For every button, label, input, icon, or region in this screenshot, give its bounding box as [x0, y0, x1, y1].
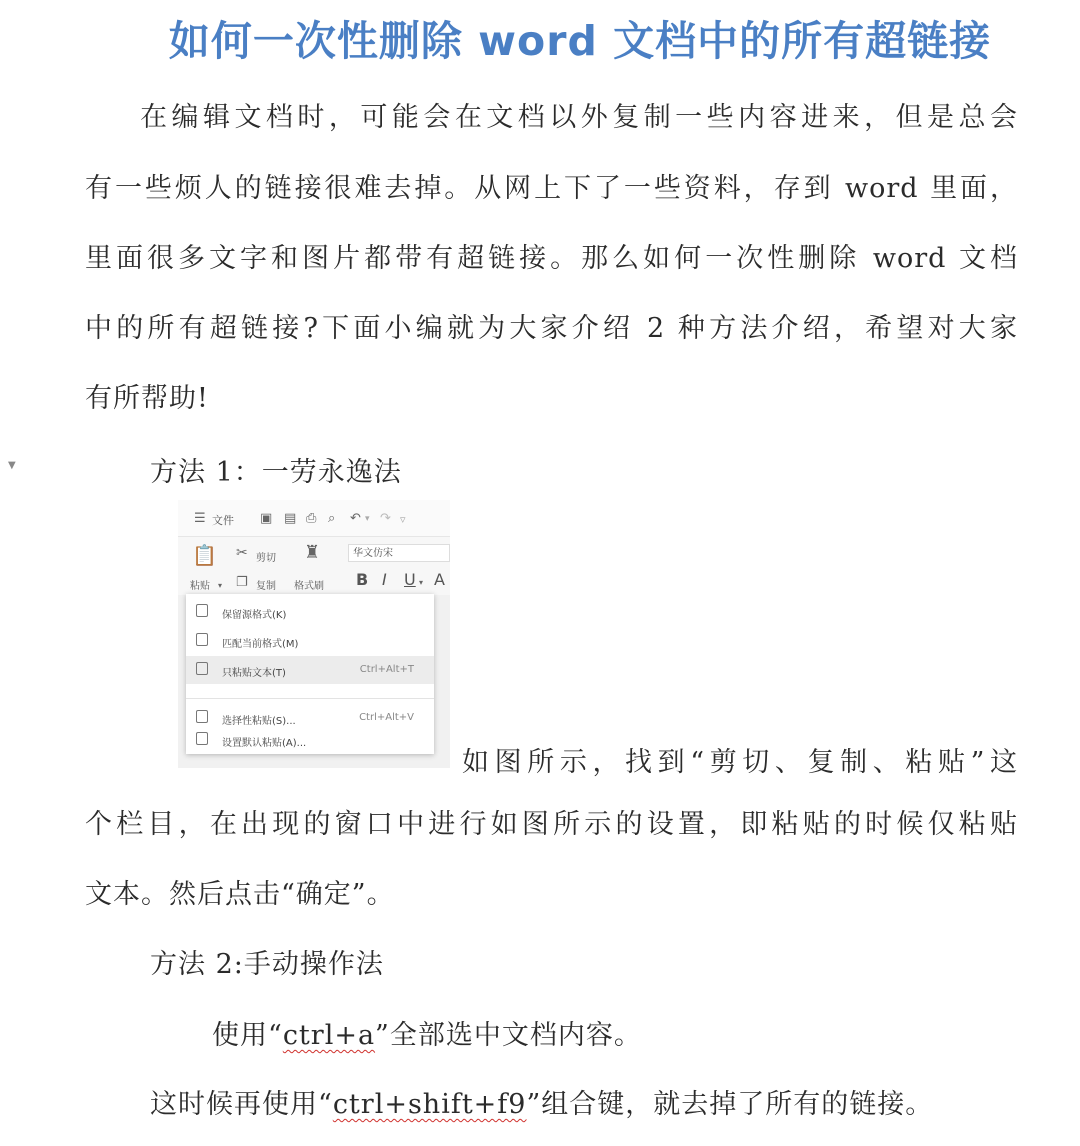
shortcut-ctrl-shift-f9: ctrl+shift+f9: [332, 1089, 527, 1120]
collapse-arrow-icon[interactable]: ▼: [8, 460, 16, 471]
paste-menu-screenshot: [178, 500, 450, 768]
intro-line-4: 中的所有超链接?下面小编就为大家介绍 2 种方法介绍，希望对大家: [85, 313, 1018, 344]
underline-button[interactable]: U: [404, 570, 416, 589]
print-preview-icon[interactable]: ⌕: [328, 511, 336, 526]
cut-icon[interactable]: ✂: [236, 545, 248, 561]
intro-line-3: 里面很多文字和图片都带有超链接。那么如何一次性删除 word 文档: [85, 243, 1018, 274]
intro-line-5: 有所帮助!: [85, 383, 209, 414]
hamburger-menu-icon[interactable]: ☰: [194, 511, 206, 526]
menu-item-match-current-format[interactable]: 匹配当前格式(M): [186, 627, 434, 655]
undo-icon[interactable]: ↶: [350, 511, 361, 526]
font-color-button[interactable]: A: [434, 570, 445, 589]
cut-button[interactable]: 剪切: [256, 553, 276, 564]
paste-special-icon: [196, 710, 208, 723]
quick-access-toolbar: [178, 500, 450, 536]
document-title: 如何一次性删除 word 文档中的所有超链接: [168, 17, 992, 65]
copy-button[interactable]: 复制: [256, 581, 276, 592]
text-only-icon: [196, 662, 208, 675]
menu-item-paste-text-only[interactable]: 只粘贴文本(T) Ctrl+Alt+T: [186, 656, 434, 684]
shortcut-ctrl-a: ctrl+a: [282, 1020, 376, 1051]
method1-line-1: 个栏目，在出现的窗口中进行如图所示的设置，即粘贴的时候仅粘贴: [85, 809, 1018, 840]
undo-dropdown-icon[interactable]: ▾: [365, 514, 370, 524]
bold-button[interactable]: B: [356, 570, 369, 589]
match-format-icon: [196, 633, 208, 646]
method1-after-image: 如图所示，找到“剪切、复制、粘贴”这: [462, 747, 1018, 778]
format-painter-button[interactable]: 格式刷: [294, 581, 324, 592]
paste-dropdown-icon[interactable]: ▾: [218, 581, 223, 590]
copy-icon[interactable]: ❐: [236, 575, 248, 590]
method2-heading: 方法 2:手动操作法: [150, 949, 384, 980]
font-name-select[interactable]: 华文仿宋: [348, 544, 450, 562]
print-icon[interactable]: ⎙: [306, 511, 317, 526]
menu-item-paste-special[interactable]: 选择性粘贴(S)... Ctrl+Alt+V: [186, 704, 434, 732]
paste-icon[interactable]: 📋: [192, 543, 217, 567]
default-paste-icon: [196, 732, 208, 745]
underline-dropdown-icon[interactable]: ▾: [419, 578, 424, 587]
method2-step1: 使用“ctrl+a”全部选中文档内容。: [212, 1020, 642, 1051]
method1-line-2: 文本。然后点击“确定”。: [85, 879, 395, 910]
format-painter-icon[interactable]: ♜: [304, 542, 321, 563]
method1-heading: 方法 1：一劳永逸法: [150, 457, 402, 488]
export-pdf-icon[interactable]: ▤: [284, 511, 297, 526]
paste-options-menu: [186, 594, 434, 754]
save-icon[interactable]: ▣: [260, 511, 273, 526]
file-menu[interactable]: 文件: [212, 514, 234, 527]
intro-line-2: 有一些烦人的链接很难去掉。从网上下了一些资料，存到 word 里面，: [85, 173, 1018, 204]
menu-separator: [186, 698, 434, 699]
more-icon[interactable]: ▿: [400, 513, 406, 526]
italic-button[interactable]: I: [382, 570, 387, 589]
menu-item-keep-source-format[interactable]: 保留源格式(K): [186, 598, 434, 626]
paste-button[interactable]: 粘贴: [190, 581, 210, 592]
intro-line-1: 在编辑文档时，可能会在文档以外复制一些内容进来，但是总会: [140, 102, 1018, 133]
keep-format-icon: [196, 604, 208, 617]
method2-step2: 这时候再使用“ctrl+shift+f9”组合键，就去掉了所有的链接。: [150, 1089, 934, 1120]
redo-icon[interactable]: ↷: [380, 511, 391, 526]
menu-item-set-default-paste[interactable]: 设置默认粘贴(A)...: [186, 726, 434, 754]
